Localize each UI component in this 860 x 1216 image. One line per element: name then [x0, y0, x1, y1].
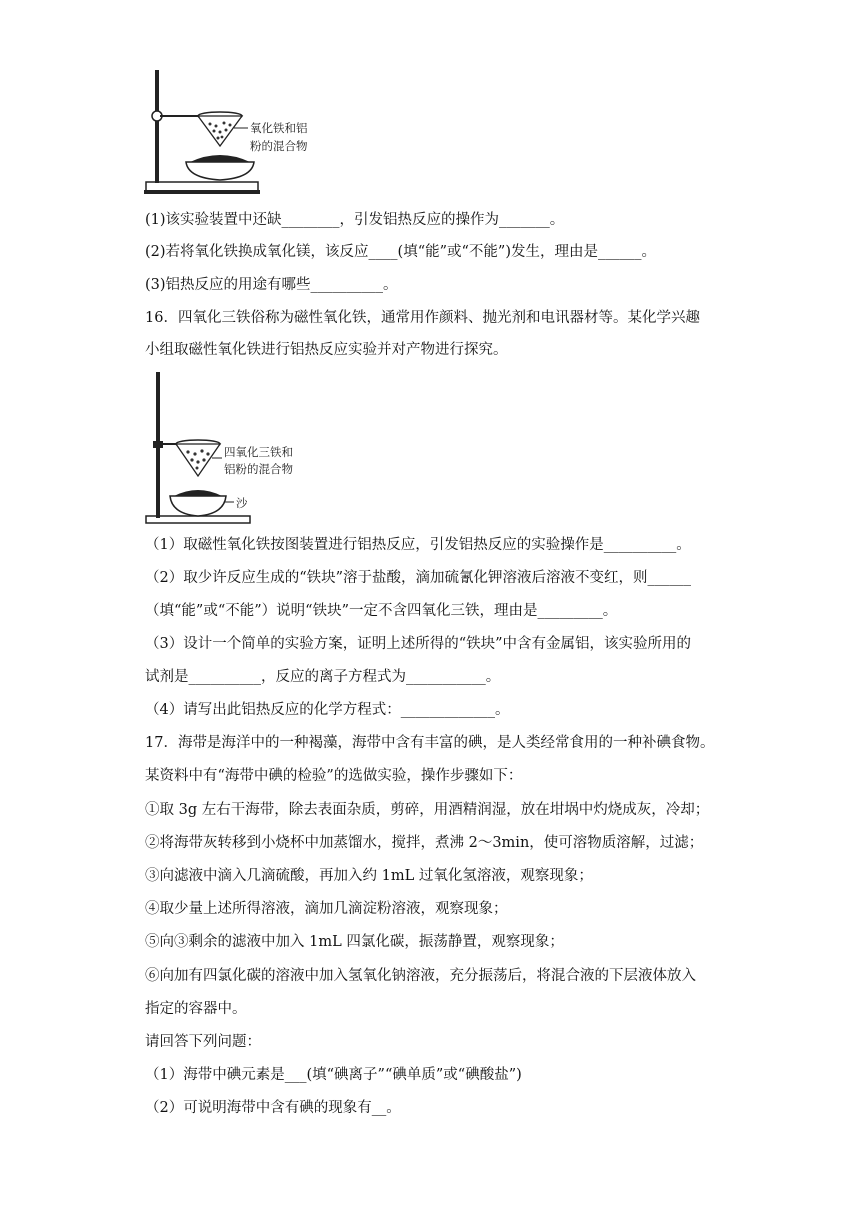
q17-step2: ②将海带灰转移到小烧杯中加蒸馏水，搅拌，煮沸 2～3min，使可溶物质溶解，过滤；: [145, 835, 704, 851]
q16-sub2-line1: （2）取少许反应生成的“铁块”溶于盐酸，滴加硫氰化钾溶液后溶液不变红，则______: [145, 570, 692, 586]
q16-stem-line1: 16．四氧化三铁俗称为磁性氧化铁，通常用作颜料、抛光剂和电讯器材等。某化学兴趣: [145, 310, 700, 326]
q17-stem-line2: 某资料中有“海带中碘的检验”的选做实验，操作步骤如下：: [145, 768, 523, 784]
q16-sub3-line2: 试剂是__________，反应的离子方程式为___________。: [145, 669, 501, 685]
q17-prompt: 请回答下列问题：: [145, 1034, 261, 1050]
q17-step1: ①取 3g 左右干海带，除去表面杂质，剪碎，用酒精润湿，放在坩埚中灼烧成灰，冷却；: [145, 802, 710, 818]
q17-sub1: （1）海带中碘元素是___(填“碘离子”“碘单质”或“碘酸盐”): [145, 1067, 522, 1083]
q17-stem-line1: 17．海带是海洋中的一种褐藻，海带中含有丰富的碘，是人类经常食用的一种补碘食物。: [145, 735, 715, 751]
figure-label-line1: 氧化铁和铝: [250, 121, 308, 135]
figure-apparatus-1: [140, 66, 380, 196]
q17-step3: ③向滤液中滴入几滴硫酸，再加入约 1mL 过氧化氢溶液，观察现象；: [145, 868, 593, 884]
q15-sub1: (1)该实验装置中还缺________，引发铝热反应的操作为_______。: [145, 212, 565, 228]
q17-step6-line1: ⑥向加有四氯化碳的溶液中加入氢氧化钠溶液，充分振荡后，将混合液的下层液体放入: [145, 968, 696, 984]
figure2-label-line2: 铝粉的混合物: [224, 462, 293, 476]
q16-stem-line2: 小组取磁性氧化铁进行铝热反应实验并对产物进行探究。: [145, 342, 508, 358]
q16-sub2-line2: （填“能”或“不能”）说明“铁块”一定不含四氧化三铁，理由是_________。: [145, 603, 618, 619]
q17-step5: ⑤向③剩余的滤液中加入 1mL 四氯化碳，振荡静置，观察现象；: [145, 934, 564, 950]
figure2-sand-label: 沙: [236, 496, 248, 510]
figure-apparatus-2: [140, 368, 360, 528]
q16-sub4: （4）请写出此铝热反应的化学方程式：_____________。: [145, 702, 510, 718]
q16-sub1: （1）取磁性氧化铁按图装置进行铝热反应，引发铝热反应的实验操作是__________。: [145, 537, 691, 553]
q15-sub3: (3)铝热反应的用途有哪些__________。: [145, 277, 398, 293]
q17-step4: ④取少量上述所得溶液，滴加几滴淀粉溶液，观察现象；: [145, 901, 508, 917]
q15-sub2: (2)若将氧化铁换成氧化镁，该反应____(填“能”或“不能”)发生，理由是______。: [145, 244, 657, 260]
figure-label-line2: 粉的混合物: [250, 139, 308, 153]
q17-sub2: （2）可说明海带中含有碘的现象有__。: [145, 1100, 401, 1116]
figure2-label-line1: 四氧化三铁和: [224, 445, 293, 459]
q17-step6-line2: 指定的容器中。: [145, 1001, 247, 1017]
q16-sub3-line1: （3）设计一个简单的实验方案，证明上述所得的“铁块”中含有金属铝，该实验所用的: [145, 636, 692, 652]
